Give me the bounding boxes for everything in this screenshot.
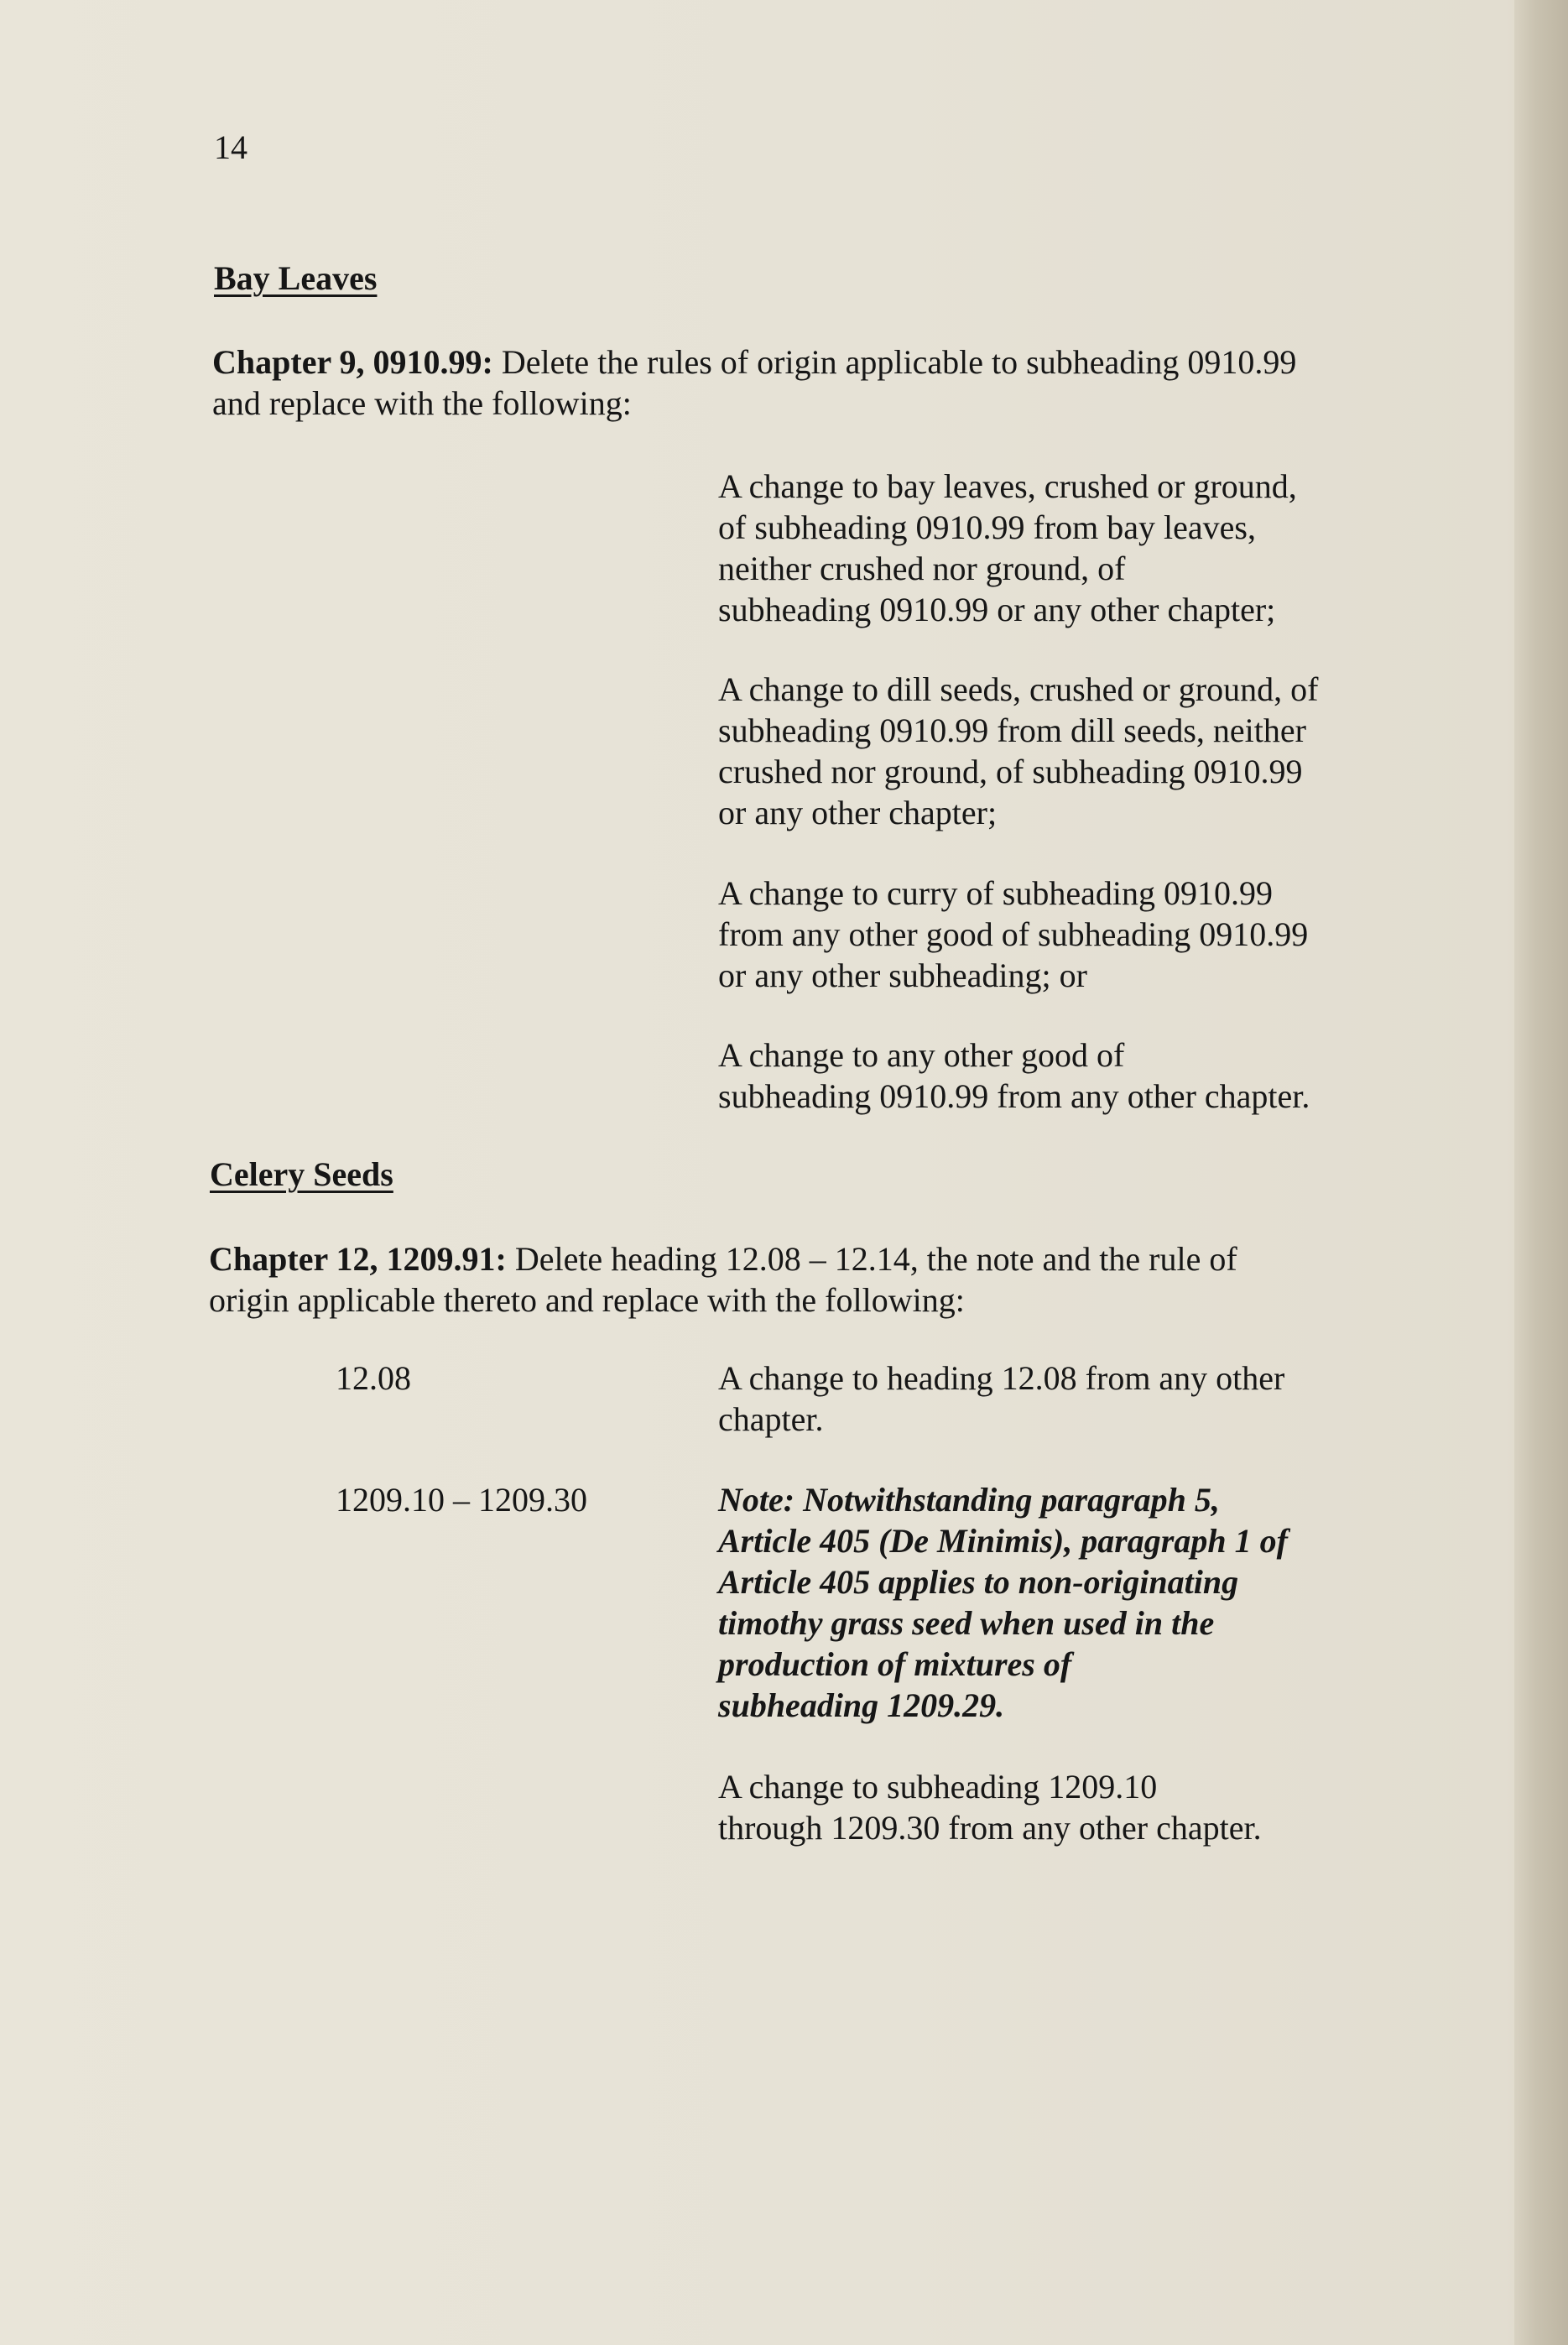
celery-seeds-rule-2 <box>718 1766 1262 1848</box>
bay-leaves-chapter-label: Chapter 9, 0910.99: <box>212 343 493 381</box>
rule-line: from any other good of subheading 0910.99 <box>718 915 1309 953</box>
rule-line: subheading 0910.99 from dill seeds, neither <box>718 711 1306 749</box>
celery-seeds-heading: Celery Seeds <box>210 1155 393 1193</box>
rule-line: chapter. <box>718 1400 824 1438</box>
bay-leaves-heading: Bay Leaves <box>214 259 378 297</box>
bay-leaves-rule-1 <box>718 466 1297 630</box>
celery-seeds-rule-1 <box>718 1357 1284 1440</box>
bay-leaves-rule-2 <box>718 669 1318 833</box>
page-binding-edge <box>1514 0 1568 2345</box>
note-line: Article 405 applies to non-originating <box>718 1563 1239 1601</box>
rule-line: subheading 0910.99 or any other chapter; <box>718 591 1276 628</box>
rule-line: crushed nor ground, of subheading 0910.99 <box>718 753 1303 790</box>
celery-seeds-instruction <box>209 1238 1400 1321</box>
rule-line: A change to any other good of <box>718 1036 1125 1074</box>
bay-leaves-rule-3 <box>718 873 1308 996</box>
bay-leaves-instruction-text-2: and replace with the following: <box>212 384 632 422</box>
note-line: Note: Notwithstanding paragraph 5, <box>718 1481 1220 1519</box>
rule-line: A change to dill seeds, crushed or ground, of <box>718 670 1319 708</box>
page-number: 14 <box>214 128 247 166</box>
rule-line: subheading 0910.99 from any other chapter. <box>718 1077 1310 1115</box>
celery-seeds-note <box>718 1479 1288 1726</box>
bay-leaves-rule-4 <box>718 1034 1310 1117</box>
rule-line: A change to heading 12.08 from any other <box>718 1359 1285 1397</box>
rule-line: of subheading 0910.99 from bay leaves, <box>718 508 1256 546</box>
rule-line: A change to curry of subheading 0910.99 <box>718 874 1273 912</box>
rule-line: A change to bay leaves, crushed or ground, <box>718 467 1297 505</box>
bay-leaves-instruction-text-1: Delete the rules of origin applicable to subheading 0910.99 <box>492 343 1297 381</box>
note-line: Article 405 (De Minimis), paragraph 1 of <box>718 1522 1288 1560</box>
heading-code-1209-range: 1209.10 – 1209.30 <box>336 1481 587 1519</box>
rule-line: or any other subheading; or <box>718 956 1087 994</box>
celery-seeds-instruction-text-1: Delete heading 12.08 – 12.14, the note and the rule of <box>506 1240 1237 1278</box>
rule-line: neither crushed nor ground, of <box>718 550 1126 587</box>
note-line: production of mixtures of <box>718 1645 1072 1683</box>
celery-seeds-chapter-label: Chapter 12, 1209.91: <box>209 1240 507 1278</box>
celery-seeds-instruction-text-2: origin applicable thereto and replace with the following: <box>209 1281 965 1319</box>
rule-line: or any other chapter; <box>718 794 998 831</box>
note-line: subheading 1209.29. <box>718 1686 1005 1724</box>
bay-leaves-instruction <box>212 341 1404 424</box>
heading-code-12-08: 12.08 <box>336 1359 411 1397</box>
rule-line: through 1209.30 from any other chapter. <box>718 1809 1262 1847</box>
note-line: timothy grass seed when used in the <box>718 1604 1215 1642</box>
rule-line: A change to subheading 1209.10 <box>718 1768 1158 1806</box>
